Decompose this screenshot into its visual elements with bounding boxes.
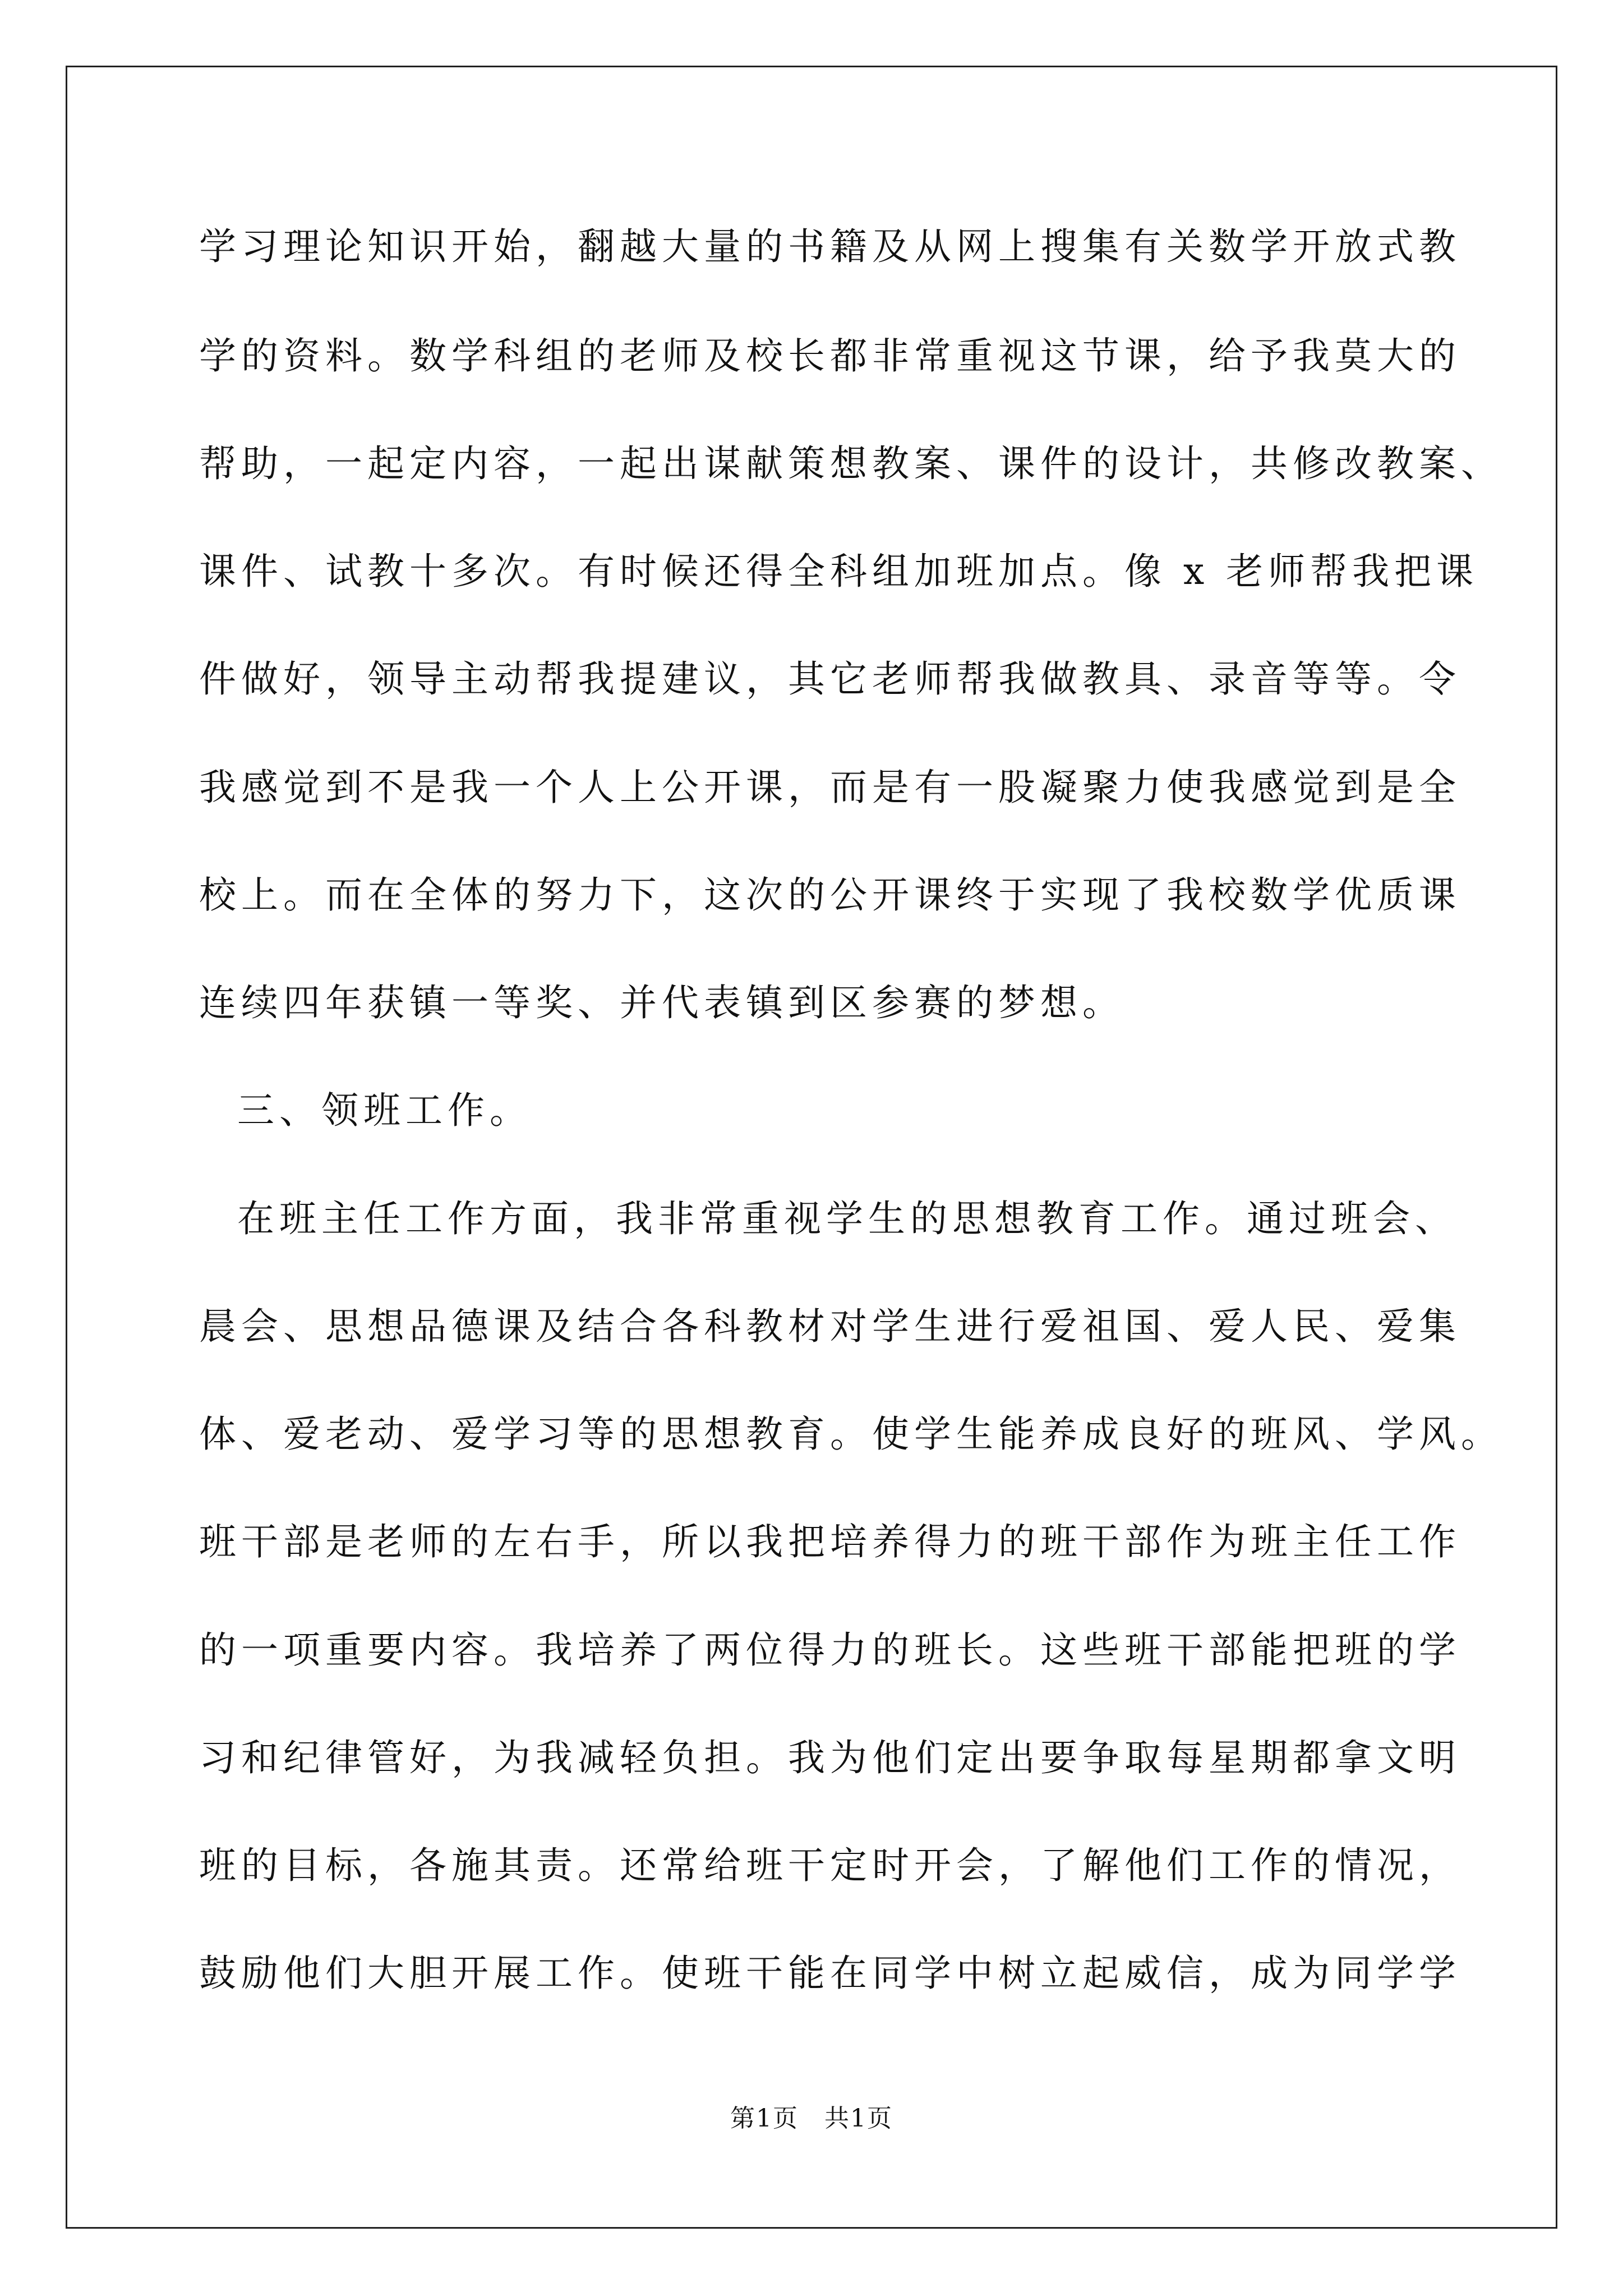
text-line: 校上。而在全体的努力下，这次的公开课终于实现了我校数学优质课 xyxy=(199,873,1461,917)
text-line: 帮助，一起定内容，一起出谋献策想教案、课件的设计，共修改教案、 xyxy=(199,442,1503,485)
text-line: 班干部是老师的左右手，所以我把培养得力的班干部作为班主任工作 xyxy=(199,1520,1461,1563)
text-line: 鼓励他们大胆开展工作。使班干能在同学中树立起威信，成为同学学 xyxy=(199,1952,1461,1995)
text-line: 的一项重要内容。我培养了两位得力的班长。这些班干部能把班的学 xyxy=(199,1628,1461,1672)
text-line: 学习理论知识开始，翻越大量的书籍及从网上搜集有关数学开放式教 xyxy=(199,225,1461,268)
text-line: 班的目标，各施其责。还常给班干定时开会，了解他们工作的情况， xyxy=(199,1844,1461,1887)
page-border xyxy=(66,66,1557,2229)
text-line: 课件、试教十多次。有时候还得全科组加班加点。像 x 老师帮我把课 xyxy=(199,550,1479,593)
text-line: 我感觉到不是我一个人上公开课，而是有一股凝聚力使我感觉到是全 xyxy=(199,766,1461,809)
page-footer: 第1页 共1页 xyxy=(730,2104,893,2133)
text-line: 晨会、思想品德课及结合各科教材对学生进行爱祖国、爱人民、爱集 xyxy=(199,1305,1461,1348)
text-line: 件做好，领导主动帮我提建议，其它老师帮我做教具、录音等等。令 xyxy=(199,657,1461,701)
text-line: 学的资料。数学科组的老师及校长都非常重视这节课，给予我莫大的 xyxy=(199,334,1461,378)
text-line: 习和纪律管好，为我减轻负担。我为他们定出要争取每星期都拿文明 xyxy=(199,1736,1461,1779)
text-line: 体、爱老动、爱学习等的思想教育。使学生能养成良好的班风、学风。 xyxy=(199,1412,1503,1456)
section-heading: 三、领班工作。 xyxy=(237,1089,532,1132)
text-line: 连续四年获镇一等奖、并代表镇到区参赛的梦想。 xyxy=(199,981,1124,1024)
paragraph-first-line: 在班主任工作方面，我非常重视学生的思想教育工作。通过班会、 xyxy=(237,1197,1457,1240)
